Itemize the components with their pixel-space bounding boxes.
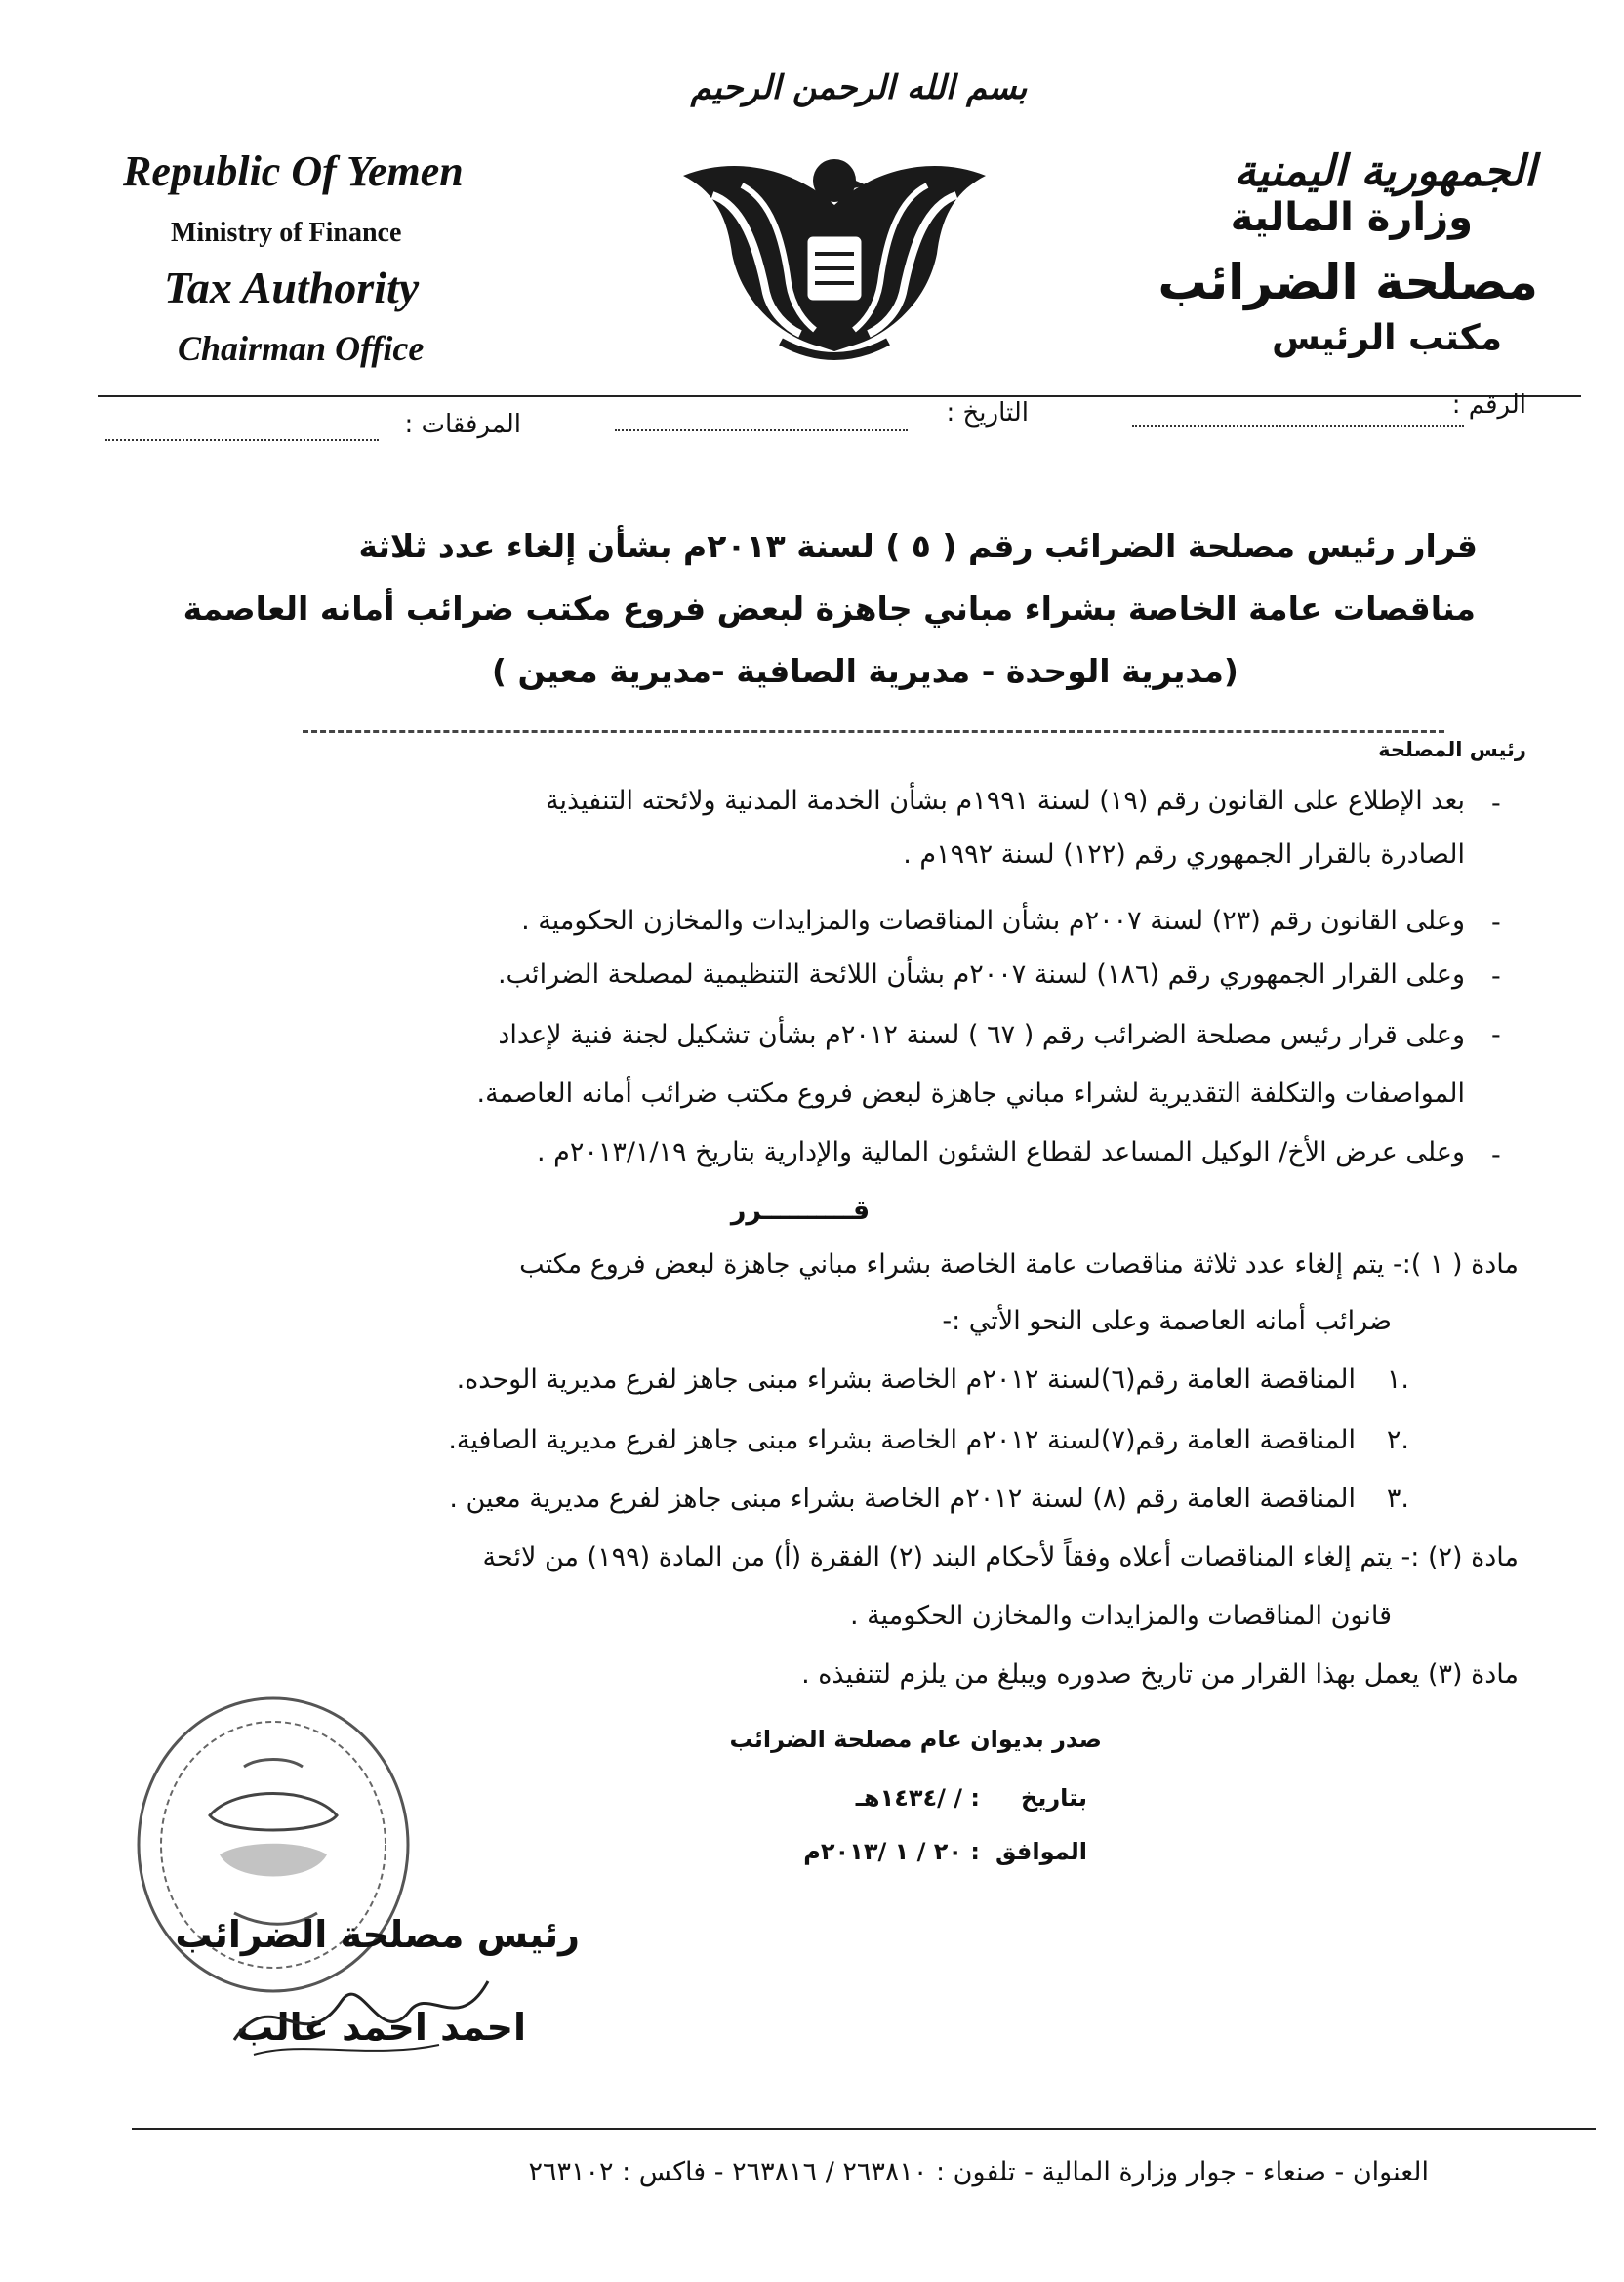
header-en-authority: Tax Authority [164,263,420,312]
number-field [1132,425,1464,427]
preamble-line: الصادرة بالقرار الجمهوري رقم (١٢٢) لسنة ١٩٩٢م . [903,839,1465,870]
header-en-office: Chairman Office [178,329,425,368]
decision-title-line2: مناقصات عامة الخاصة بشراء مباني جاهزة لبعض فروع مكتب ضرائب أمانه العاصمة [183,590,1476,628]
signatory-title: رئيس مصلحة الضرائب [175,1913,580,1956]
header-en-ministry: Ministry of Finance [171,218,402,248]
yemen-eagle-emblem-icon [673,146,995,361]
article-2-line1: مادة (٢) :- يتم إلغاء المناقصات أعلاه وفقاً لأحكام البند (٢) الفقرة (أ) من المادة (١٩٩) من لائحة [482,1542,1519,1572]
decision-title-line1: قرار رئيس مصلحة الضرائب رقم ( ٥ ) لسنة ٢٠١٣م بشأن إلغاء عدد ثلاثة [358,527,1478,565]
preamble-line: وعلى القرار الجمهوري رقم (١٨٦) لسنة ٢٠٠٧م بشأن اللائحة التنظيمية لمصلحة الضرائب. [497,959,1465,990]
number-label: الرقم : [1451,390,1526,420]
gregorian-date-label: الموافق [995,1838,1087,1865]
header-en-republic: Republic Of Yemen [123,147,464,195]
attachments-label: المرفقات : [404,410,521,439]
article-1-line2: ضرائب أمانه العاصمة وعلى النحو الأتي :- [942,1306,1392,1336]
gregorian-date-value: : ٢٠ / ١ /٢٠١٣م [803,1838,980,1865]
item-number: .٢ [1386,1425,1409,1455]
footer-divider [132,2128,1596,2130]
footer-address: العنوان - صنعاء - جوار وزارة المالية - تلفون : ٢٦٣٨١٠ / ٢٦٣٨١٦ - فاكس : ٢٦٣١٠٢ [528,2157,1429,2187]
bullet-dash: - [1491,908,1501,938]
article-3: مادة (٣) يعمل بهذا القرار من تاريخ صدوره ويبلغ من يلزم لتنفيذه . [801,1659,1519,1690]
bullet-dash: - [1491,789,1501,819]
decision-word: قــــــــــرر [730,1196,871,1226]
preamble-line: بعد الإطلاع على القانون رقم (١٩) لسنة ١٩٩١م بشأن الخدمة المدنية ولائحته التنفيذية [545,786,1465,816]
date-field [615,429,908,431]
header-ar-office: مكتب الرئيس [1272,318,1502,358]
date-label: التاريخ : [946,398,1029,428]
article-2-line2: قانون المناقصات والمزايدات والمخازن الحكومية . [850,1601,1392,1631]
attachments-field [105,439,379,441]
preamble-line: وعلى القانون رقم (٢٣) لسنة ٢٠٠٧م بشأن المناقصات والمزايدات والمخازن الحكومية . [521,906,1465,936]
bullet-dash: - [1491,961,1501,992]
bullet-dash: - [1491,1140,1501,1170]
item-number: .٣ [1386,1484,1409,1514]
handwritten-signature-icon [215,1942,508,2069]
tender-item: المناقصة العامة رقم(٦)لسنة ٢٠١٢م الخاصة بشراء مبنى جاهز لفرع مديرية الوحده. [456,1365,1356,1395]
header-divider [98,395,1581,397]
chairman-label: رئيس المصلحة [1378,738,1526,761]
title-underline [303,730,1444,733]
signatory-name: احمد احمد غالب [236,2006,526,2049]
item-number: .١ [1386,1365,1409,1395]
header-ar-republic: الجمهورية اليمنية [1234,146,1536,196]
basmala: بسم الله الرحمن الرحيم [690,68,1028,107]
preamble-line: المواصفات والتكلفة التقديرية لشراء مباني جاهزة لبعض فروع مكتب ضرائب أمانه العاصمة. [476,1079,1465,1109]
article-1-line1: مادة ( ١ ):- يتم إلغاء عدد ثلاثة مناقصات عامة الخاصة بشراء مباني جاهزة لبعض فروع مكتب [519,1249,1519,1280]
preamble-line: وعلى قرار رئيس مصلحة الضرائب رقم ( ٦٧ ) لسنة ٢٠١٢م بشأن تشكيل لجنة فنية لإعداد [498,1020,1465,1050]
decision-title-line3: (مديرية الوحدة - مديرية الصافية -مديرية معين ) [491,652,1238,690]
hijri-date-label: بتاريخ [1021,1784,1087,1812]
header-ar-ministry: وزارة المالية [1230,195,1473,240]
preamble-line: وعلى عرض الأخ/ الوكيل المساعد لقطاع الشئون المالية والإدارية بتاريخ ٢٠١٣/١/١٩م . [536,1137,1465,1167]
tender-item: المناقصة العامة رقم(٧)لسنة ٢٠١٢م الخاصة بشراء مبنى جاهز لفرع مديرية الصافية. [448,1425,1356,1455]
tender-item: المناقصة العامة رقم (٨) لسنة ٢٠١٢م الخاصة بشراء مبنى جاهز لفرع مديرية معين . [449,1484,1356,1514]
issued-line: صدر بديوان عام مصلحة الضرائب [729,1726,1102,1753]
header-ar-authority: مصلحة الضرائب [1157,254,1538,310]
bullet-dash: - [1491,1020,1501,1050]
hijri-date-value: : / /١٤٣٤هـ [855,1784,980,1812]
